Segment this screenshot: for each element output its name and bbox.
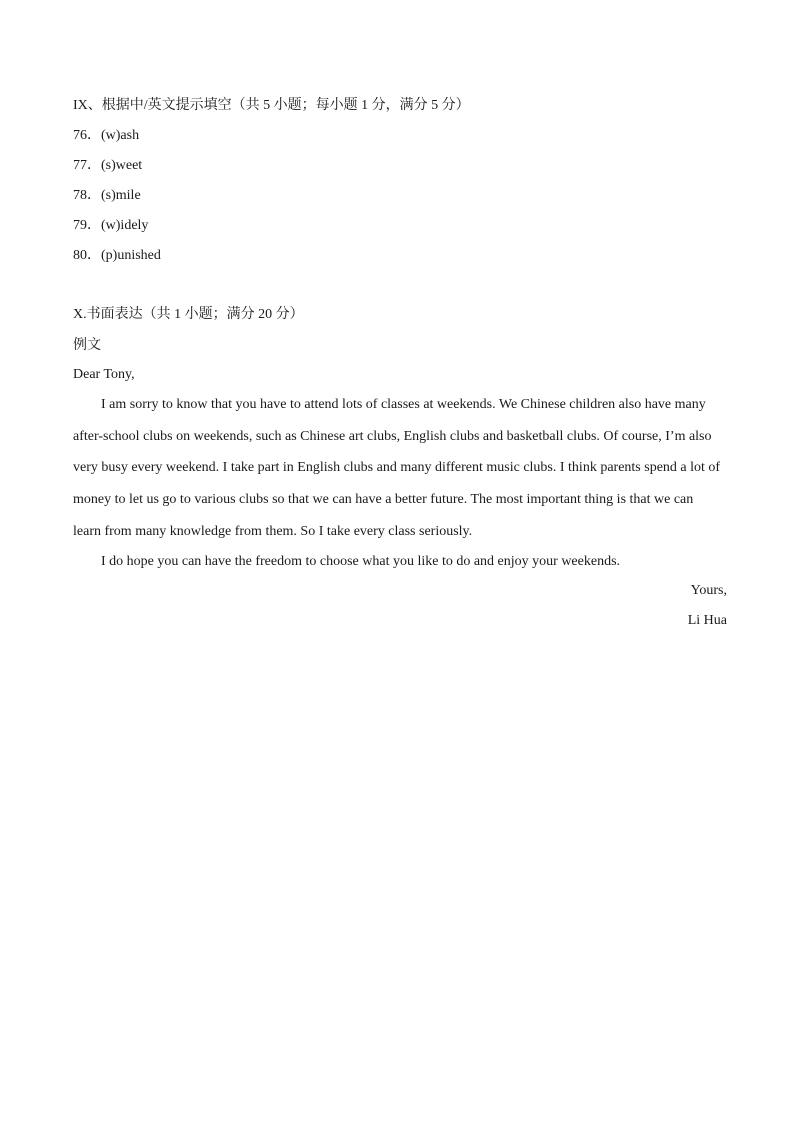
letter-paragraph-1-line: I am sorry to know that you have to attend lots of classes at weekends. We Chinese children also have many: [101, 397, 706, 412]
answer-item-78: [73, 186, 141, 206]
answer-item-76: [73, 126, 139, 146]
answer-item-80: [73, 246, 161, 266]
answer-text: (p)unished: [101, 248, 161, 263]
letter-paragraph-1-line: learn from many knowledge from them. So I take every class seriously.: [73, 524, 473, 539]
letter-paragraph-1-line: money to let us go to various clubs so that we can have a better future. The most important thing is that we can: [73, 492, 694, 507]
section-9-heading: IX、根据中/英文提示填空（共 5 小题；每小题 1 分，满分 5 分）: [73, 98, 470, 113]
answer-item-79: [73, 216, 148, 236]
letter-paragraph-1-line: after-school clubs on weekends, such as Chinese art clubs, English clubs and basketball clubs. Of course, I’m also: [73, 429, 712, 444]
answer-number: 78．: [73, 188, 101, 203]
answer-item-77: [73, 156, 142, 176]
answer-text: (s)weet: [101, 158, 143, 173]
answer-number: 77．: [73, 158, 101, 173]
sample-essay-label: 例文: [73, 338, 101, 353]
letter-greeting: Dear Tony,: [73, 367, 135, 382]
letter-paragraph-2: I do hope you can have the freedom to choose what you like to do and enjoy your weekends.: [101, 554, 621, 569]
answer-number: 76．: [73, 128, 101, 143]
letter-paragraph-1-line: very busy every weekend. I take part in English clubs and many different music clubs. I think parents spend a lot of: [73, 460, 721, 475]
letter-closing: Yours,: [690, 583, 727, 598]
answer-number: 80．: [73, 248, 101, 263]
answer-text: (s)mile: [101, 188, 141, 203]
section-10-heading: X.书面表达（共 1 小题；满分 20 分）: [73, 307, 304, 322]
answer-number: 79．: [73, 218, 101, 233]
answer-text: (w)idely: [101, 218, 149, 233]
answer-text: (w)ash: [101, 128, 140, 143]
letter-signature: Li Hua: [687, 613, 727, 628]
